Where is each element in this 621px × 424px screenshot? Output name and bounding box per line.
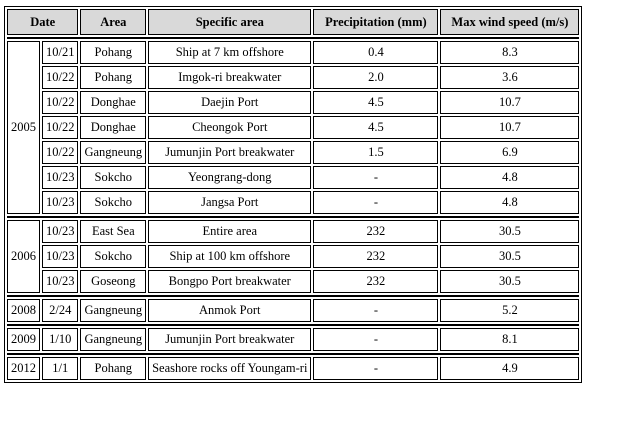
specific-area-cell: Jumunjin Port breakwater bbox=[148, 328, 311, 351]
table-row bbox=[7, 299, 579, 322]
area-cell: Pohang bbox=[80, 66, 146, 89]
date-cell: 10/23 bbox=[42, 245, 78, 268]
date-cell: 10/21 bbox=[42, 41, 78, 64]
specific-area-cell: Entire area bbox=[148, 220, 311, 243]
precipitation-cell: 232 bbox=[313, 220, 438, 243]
group-separator-line bbox=[7, 216, 579, 218]
date-cell: 10/23 bbox=[42, 166, 78, 189]
precipitation-cell: 0.4 bbox=[313, 41, 438, 64]
area-cell: Pohang bbox=[80, 357, 146, 380]
date-cell: 2/24 bbox=[42, 299, 78, 322]
date-cell: 1/10 bbox=[42, 328, 78, 351]
precipitation-cell: - bbox=[313, 166, 438, 189]
header-specific-area: Specific area bbox=[148, 9, 311, 35]
wind-speed-cell: 30.5 bbox=[440, 270, 579, 293]
table-row bbox=[7, 220, 579, 243]
date-cell: 10/22 bbox=[42, 66, 78, 89]
group-separator-line bbox=[7, 353, 579, 355]
table-container bbox=[5, 7, 581, 382]
table-row bbox=[7, 41, 579, 64]
specific-area-cell: Jumunjin Port breakwater bbox=[148, 141, 311, 164]
precipitation-cell: 4.5 bbox=[313, 116, 438, 139]
group-separator bbox=[7, 37, 579, 39]
precipitation-cell: - bbox=[313, 328, 438, 351]
table-row bbox=[7, 357, 579, 380]
wind-speed-cell: 8.3 bbox=[440, 41, 579, 64]
year-cell: 2005 bbox=[7, 41, 40, 214]
group-separator bbox=[7, 295, 579, 297]
date-cell: 10/23 bbox=[42, 220, 78, 243]
specific-area-cell: Ship at 7 km offshore bbox=[148, 41, 311, 64]
precipitation-cell: - bbox=[313, 299, 438, 322]
header-row bbox=[7, 9, 579, 35]
precipitation-cell: - bbox=[313, 357, 438, 380]
header-wind: Max wind speed (m/s) bbox=[440, 9, 579, 35]
header-area: Area bbox=[80, 9, 146, 35]
area-cell: Donghae bbox=[80, 91, 146, 114]
specific-area-cell: Ship at 100 km offshore bbox=[148, 245, 311, 268]
date-cell: 10/22 bbox=[42, 116, 78, 139]
area-cell: Sokcho bbox=[80, 191, 146, 214]
area-cell: East Sea bbox=[80, 220, 146, 243]
wind-speed-cell: 6.9 bbox=[440, 141, 579, 164]
date-cell: 10/23 bbox=[42, 191, 78, 214]
specific-area-cell: Yeongrang-dong bbox=[148, 166, 311, 189]
wind-speed-cell: 4.8 bbox=[440, 166, 579, 189]
precipitation-cell: 232 bbox=[313, 245, 438, 268]
date-cell: 1/1 bbox=[42, 357, 78, 380]
area-cell: Pohang bbox=[80, 41, 146, 64]
specific-area-cell: Imgok-ri breakwater bbox=[148, 66, 311, 89]
wind-speed-cell: 30.5 bbox=[440, 220, 579, 243]
area-cell: Gangneung bbox=[80, 299, 146, 322]
specific-area-cell: Seashore rocks off Youngam-ri bbox=[148, 357, 311, 380]
precipitation-cell: 1.5 bbox=[313, 141, 438, 164]
year-cell: 2009 bbox=[7, 328, 40, 351]
specific-area-cell: Jangsa Port bbox=[148, 191, 311, 214]
precipitation-cell: 4.5 bbox=[313, 91, 438, 114]
group-separator-line bbox=[7, 37, 579, 39]
group-separator-line bbox=[7, 295, 579, 297]
specific-area-cell: Anmok Port bbox=[148, 299, 311, 322]
table-row bbox=[7, 91, 579, 114]
table-body bbox=[7, 37, 579, 380]
table-row bbox=[7, 191, 579, 214]
wind-speed-cell: 5.2 bbox=[440, 299, 579, 322]
date-cell: 10/22 bbox=[42, 91, 78, 114]
specific-area-cell: Bongpo Port breakwater bbox=[148, 270, 311, 293]
specific-area-cell: Daejin Port bbox=[148, 91, 311, 114]
year-cell: 2008 bbox=[7, 299, 40, 322]
area-cell: Sokcho bbox=[80, 245, 146, 268]
precipitation-cell: 232 bbox=[313, 270, 438, 293]
area-cell: Sokcho bbox=[80, 166, 146, 189]
area-cell: Donghae bbox=[80, 116, 146, 139]
table-row bbox=[7, 141, 579, 164]
table-row bbox=[7, 328, 579, 351]
specific-area-cell: Cheongok Port bbox=[148, 116, 311, 139]
table-row bbox=[7, 166, 579, 189]
precipitation-cell: - bbox=[313, 191, 438, 214]
data-table bbox=[5, 7, 581, 382]
wind-speed-cell: 10.7 bbox=[440, 116, 579, 139]
group-separator-line bbox=[7, 324, 579, 326]
wind-speed-cell: 8.1 bbox=[440, 328, 579, 351]
table-header bbox=[7, 9, 579, 35]
date-cell: 10/22 bbox=[42, 141, 78, 164]
group-separator bbox=[7, 324, 579, 326]
table-row bbox=[7, 116, 579, 139]
wind-speed-cell: 4.9 bbox=[440, 357, 579, 380]
year-cell: 2012 bbox=[7, 357, 40, 380]
wind-speed-cell: 4.8 bbox=[440, 191, 579, 214]
table-row bbox=[7, 245, 579, 268]
group-separator bbox=[7, 353, 579, 355]
area-cell: Gangneung bbox=[80, 328, 146, 351]
area-cell: Goseong bbox=[80, 270, 146, 293]
precipitation-cell: 2.0 bbox=[313, 66, 438, 89]
wind-speed-cell: 30.5 bbox=[440, 245, 579, 268]
group-separator bbox=[7, 216, 579, 218]
table-row bbox=[7, 270, 579, 293]
wind-speed-cell: 10.7 bbox=[440, 91, 579, 114]
area-cell: Gangneung bbox=[80, 141, 146, 164]
wind-speed-cell: 3.6 bbox=[440, 66, 579, 89]
table-row bbox=[7, 66, 579, 89]
header-precipitation: Precipitation (mm) bbox=[313, 9, 438, 35]
header-date: Date bbox=[7, 9, 78, 35]
year-cell: 2006 bbox=[7, 220, 40, 293]
date-cell: 10/23 bbox=[42, 270, 78, 293]
